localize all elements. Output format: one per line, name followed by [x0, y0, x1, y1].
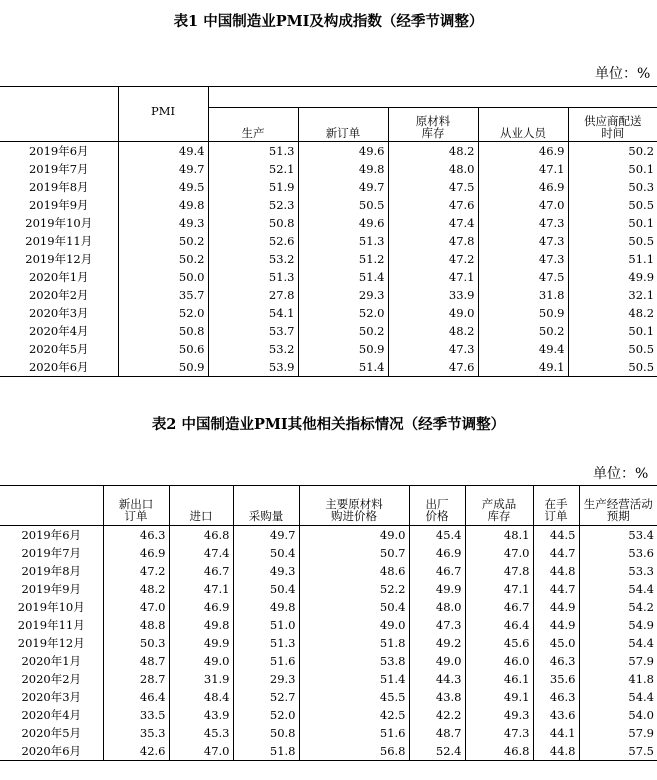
table-cell: 50.4 — [233, 544, 299, 562]
table-cell: 47.0 — [465, 544, 533, 562]
table-cell: 50.5 — [568, 358, 657, 377]
row-label: 2019年7月 — [28, 162, 89, 176]
table-cell: 47.8 — [465, 562, 533, 580]
table-cell: 51.3 — [208, 268, 298, 286]
table-cell: 46.0 — [465, 652, 533, 670]
table-cell: 48.0 — [409, 598, 465, 616]
table-row — [0, 724, 657, 742]
table-cell: 50.5 — [568, 196, 657, 214]
row-label: 2020年1月 — [28, 270, 89, 284]
table-cell: 54.9 — [579, 616, 657, 634]
table-cell: 46.9 — [409, 544, 465, 562]
table-cell: 50.2 — [568, 142, 657, 161]
table-cell: 47.3 — [478, 214, 568, 232]
table-cell: 50.2 — [118, 232, 208, 250]
table1 — [0, 86, 657, 377]
table2-header-4: 出厂 价格 — [409, 486, 465, 526]
table2-header-3: 主要原材料 购进价格 — [299, 486, 409, 526]
table-cell: 44.9 — [533, 616, 579, 634]
table-cell: 47.1 — [465, 580, 533, 598]
table-cell: 35.6 — [533, 670, 579, 688]
table-row — [0, 688, 657, 706]
table-cell: 51.4 — [298, 268, 388, 286]
table-cell: 47.5 — [478, 268, 568, 286]
table-cell: 54.1 — [208, 304, 298, 322]
table-cell: 49.1 — [478, 358, 568, 377]
table-cell: 45.5 — [299, 688, 409, 706]
table-cell: 35.7 — [118, 286, 208, 304]
table-cell: 46.3 — [533, 652, 579, 670]
table-cell: 47.5 — [388, 178, 478, 196]
table-row — [0, 742, 657, 761]
table1-corner — [0, 87, 118, 142]
table-row — [0, 358, 657, 377]
table-cell: 54.4 — [579, 688, 657, 706]
table-cell: 49.7 — [233, 526, 299, 545]
table-cell: 53.3 — [579, 562, 657, 580]
row-label: 2019年6月 — [28, 144, 89, 158]
table-cell: 49.8 — [118, 196, 208, 214]
row-label: 2020年3月 — [21, 690, 82, 704]
row-label: 2020年5月 — [28, 342, 89, 356]
table-cell: 51.2 — [298, 250, 388, 268]
table-cell: 35.3 — [103, 724, 169, 742]
table-cell: 48.7 — [103, 652, 169, 670]
row-label: 2019年8月 — [28, 180, 89, 194]
table-cell: 50.3 — [568, 178, 657, 196]
table-cell: 53.6 — [579, 544, 657, 562]
table-cell: 46.8 — [465, 742, 533, 761]
table2-body — [0, 526, 657, 761]
table-cell: 54.0 — [579, 706, 657, 724]
table-cell: 53.2 — [208, 250, 298, 268]
table-cell: 46.9 — [103, 544, 169, 562]
table-cell: 49.4 — [118, 142, 208, 161]
table-cell: 57.9 — [579, 724, 657, 742]
table-cell: 43.8 — [409, 688, 465, 706]
table-cell: 42.5 — [299, 706, 409, 724]
table-cell: 47.1 — [478, 160, 568, 178]
table1-header-pmi: PMI — [118, 87, 208, 142]
table-cell: 46.4 — [103, 688, 169, 706]
table-row — [0, 562, 657, 580]
table-cell: 44.7 — [533, 544, 579, 562]
table-cell: 50.2 — [118, 250, 208, 268]
table-row — [0, 232, 657, 250]
row-label: 2019年12月 — [25, 252, 93, 266]
table-cell: 50.4 — [233, 580, 299, 598]
table-cell: 41.8 — [579, 670, 657, 688]
table-cell: 49.8 — [169, 616, 233, 634]
row-label: 2020年4月 — [28, 324, 89, 338]
table-cell: 49.9 — [409, 580, 465, 598]
table-cell: 45.0 — [533, 634, 579, 652]
table-cell: 50.9 — [298, 340, 388, 358]
table-cell: 49.2 — [409, 634, 465, 652]
table-cell: 47.6 — [388, 358, 478, 377]
table-cell: 52.0 — [118, 304, 208, 322]
table2-corner — [0, 486, 103, 526]
table1-header-new-orders: 新订单 — [298, 108, 388, 142]
table-cell: 50.1 — [568, 214, 657, 232]
table2-header-6: 在手 订单 — [533, 486, 579, 526]
table-cell: 50.5 — [568, 340, 657, 358]
table-cell: 49.3 — [118, 214, 208, 232]
table-row — [0, 598, 657, 616]
table-cell: 48.8 — [103, 616, 169, 634]
table-cell: 57.9 — [579, 652, 657, 670]
row-label: 2019年11月 — [17, 618, 85, 632]
row-label: 2020年6月 — [21, 744, 82, 758]
table-cell: 51.9 — [208, 178, 298, 196]
table-row — [0, 178, 657, 196]
table-cell: 33.5 — [103, 706, 169, 724]
row-label: 2020年5月 — [21, 726, 82, 740]
table-row — [0, 652, 657, 670]
table-cell: 53.7 — [208, 322, 298, 340]
table2-header-0: 新出口 订单 — [103, 486, 169, 526]
table-cell: 47.4 — [169, 544, 233, 562]
table-row — [0, 580, 657, 598]
table-cell: 29.3 — [298, 286, 388, 304]
table-cell: 50.7 — [299, 544, 409, 562]
row-label: 2020年2月 — [28, 288, 89, 302]
table-cell: 49.7 — [118, 160, 208, 178]
table1-header-raw-material-inventory: 原材料 库存 — [388, 108, 478, 142]
row-label: 2019年10月 — [25, 216, 93, 230]
table-cell: 45.3 — [169, 724, 233, 742]
row-label: 2019年11月 — [25, 234, 93, 248]
table2-header-7: 生产经营活动 预期 — [579, 486, 657, 526]
table-cell: 43.6 — [533, 706, 579, 724]
table-cell: 50.5 — [568, 232, 657, 250]
table-cell: 48.0 — [388, 160, 478, 178]
table-cell: 56.8 — [299, 742, 409, 761]
table-cell: 50.1 — [568, 160, 657, 178]
table-cell: 51.4 — [298, 358, 388, 377]
table-cell: 47.0 — [103, 598, 169, 616]
table-cell: 49.4 — [478, 340, 568, 358]
table-cell: 28.7 — [103, 670, 169, 688]
table-cell: 47.3 — [409, 616, 465, 634]
table1-unit: 单位：% — [595, 66, 651, 82]
table1-title: 表1 中国制造业PMI及构成指数（经季节调整） — [173, 13, 484, 30]
table-cell: 46.7 — [409, 562, 465, 580]
table-cell: 50.2 — [298, 322, 388, 340]
table-cell: 47.0 — [478, 196, 568, 214]
table-cell: 46.3 — [103, 526, 169, 545]
table2 — [0, 485, 657, 761]
table-cell: 49.5 — [118, 178, 208, 196]
table-row — [0, 706, 657, 724]
table-cell: 50.4 — [299, 598, 409, 616]
table-cell: 51.6 — [299, 724, 409, 742]
table-cell: 52.0 — [298, 304, 388, 322]
table-cell: 32.1 — [568, 286, 657, 304]
table-cell: 57.5 — [579, 742, 657, 761]
table-row — [0, 526, 657, 545]
table-cell: 49.0 — [299, 616, 409, 634]
table-row — [0, 214, 657, 232]
table-cell: 51.3 — [208, 142, 298, 161]
table-cell: 47.4 — [388, 214, 478, 232]
table-row — [0, 670, 657, 688]
table-cell: 48.2 — [388, 142, 478, 161]
table2-unit: 单位：% — [593, 466, 649, 482]
table-cell: 50.8 — [118, 322, 208, 340]
table-cell: 46.9 — [478, 142, 568, 161]
row-label: 2019年8月 — [21, 564, 82, 578]
table-cell: 50.0 — [118, 268, 208, 286]
table-cell: 54.2 — [579, 598, 657, 616]
table-cell: 54.4 — [579, 634, 657, 652]
table-cell: 31.9 — [169, 670, 233, 688]
table-cell: 44.5 — [533, 526, 579, 545]
table-cell: 49.0 — [299, 526, 409, 545]
table-cell: 50.1 — [568, 322, 657, 340]
table-row — [0, 634, 657, 652]
table-cell: 51.3 — [298, 232, 388, 250]
row-label: 2019年9月 — [21, 582, 82, 596]
table-cell: 51.8 — [299, 634, 409, 652]
row-label: 2020年1月 — [21, 654, 82, 668]
table-cell: 51.3 — [233, 634, 299, 652]
table-cell: 48.2 — [568, 304, 657, 322]
table-cell: 50.8 — [233, 724, 299, 742]
row-label: 2019年10月 — [17, 600, 85, 614]
table1-header-production: 生产 — [208, 108, 298, 142]
table-cell: 47.6 — [388, 196, 478, 214]
table-cell: 52.7 — [233, 688, 299, 706]
table-cell: 42.2 — [409, 706, 465, 724]
table-cell: 50.2 — [478, 322, 568, 340]
table-row — [0, 340, 657, 358]
table-cell: 46.3 — [533, 688, 579, 706]
table-cell: 49.1 — [465, 688, 533, 706]
table-row — [0, 268, 657, 286]
table-cell: 54.4 — [579, 580, 657, 598]
table-cell: 53.2 — [208, 340, 298, 358]
table-cell: 49.6 — [298, 214, 388, 232]
table-cell: 50.3 — [103, 634, 169, 652]
table-cell: 42.6 — [103, 742, 169, 761]
table1-header-employment: 从业人员 — [478, 108, 568, 142]
table-cell: 51.6 — [233, 652, 299, 670]
table-row — [0, 196, 657, 214]
table-cell: 51.8 — [233, 742, 299, 761]
table-cell: 47.8 — [388, 232, 478, 250]
table-cell: 33.9 — [388, 286, 478, 304]
table-cell: 49.0 — [388, 304, 478, 322]
table2-header-2: 采购量 — [233, 486, 299, 526]
table-cell: 51.1 — [568, 250, 657, 268]
table-cell: 46.8 — [169, 526, 233, 545]
table-cell: 47.3 — [388, 340, 478, 358]
table-cell: 49.0 — [169, 652, 233, 670]
table-cell: 49.6 — [298, 142, 388, 161]
table-cell: 49.8 — [233, 598, 299, 616]
table-cell: 48.2 — [103, 580, 169, 598]
table-cell: 47.1 — [388, 268, 478, 286]
table-row — [0, 304, 657, 322]
table-cell: 47.2 — [103, 562, 169, 580]
table-row — [0, 160, 657, 178]
row-label: 2019年12月 — [17, 636, 85, 650]
table1-header-supplier-delivery: 供应商配送 时间 — [568, 108, 657, 142]
table-cell: 50.9 — [478, 304, 568, 322]
table-cell: 50.9 — [118, 358, 208, 377]
table-row — [0, 322, 657, 340]
table-cell: 52.0 — [233, 706, 299, 724]
table2-header-1: 进口 — [169, 486, 233, 526]
table-cell: 45.4 — [409, 526, 465, 545]
table-row — [0, 142, 657, 161]
table-cell: 49.9 — [169, 634, 233, 652]
table-cell: 46.4 — [465, 616, 533, 634]
row-label: 2020年6月 — [28, 360, 89, 374]
table-cell: 44.8 — [533, 562, 579, 580]
table-cell: 47.0 — [169, 742, 233, 761]
table-cell: 27.8 — [208, 286, 298, 304]
table-cell: 51.0 — [233, 616, 299, 634]
table-row — [0, 250, 657, 268]
table-cell: 44.7 — [533, 580, 579, 598]
table-cell: 49.8 — [298, 160, 388, 178]
table-cell: 50.6 — [118, 340, 208, 358]
table-row — [0, 616, 657, 634]
table-cell: 46.1 — [465, 670, 533, 688]
table-cell: 51.4 — [299, 670, 409, 688]
table-row — [0, 544, 657, 562]
table-cell: 52.2 — [299, 580, 409, 598]
table-cell: 45.6 — [465, 634, 533, 652]
row-label: 2020年4月 — [21, 708, 82, 722]
table-cell: 50.5 — [298, 196, 388, 214]
row-label: 2019年9月 — [28, 198, 89, 212]
table-cell: 49.7 — [298, 178, 388, 196]
table-cell: 52.4 — [409, 742, 465, 761]
table2-title: 表2 中国制造业PMI其他相关指标情况（经季节调整） — [151, 416, 506, 433]
table-cell: 47.1 — [169, 580, 233, 598]
table-cell: 48.7 — [409, 724, 465, 742]
table-cell: 44.1 — [533, 724, 579, 742]
table-cell: 47.3 — [465, 724, 533, 742]
table2-header-5: 产成品 库存 — [465, 486, 533, 526]
table-cell: 48.1 — [465, 526, 533, 545]
table-cell: 46.7 — [169, 562, 233, 580]
row-label: 2019年6月 — [21, 528, 82, 542]
table-cell: 50.8 — [208, 214, 298, 232]
table-cell: 47.2 — [388, 250, 478, 268]
table-cell: 48.2 — [388, 322, 478, 340]
table1-body — [0, 142, 657, 377]
table-cell: 44.9 — [533, 598, 579, 616]
row-label: 2020年2月 — [21, 672, 82, 686]
table-row — [0, 286, 657, 304]
row-label: 2020年3月 — [28, 306, 89, 320]
table-cell: 46.9 — [169, 598, 233, 616]
table-cell: 53.8 — [299, 652, 409, 670]
table-cell: 49.3 — [233, 562, 299, 580]
table-cell: 44.8 — [533, 742, 579, 761]
table-cell: 47.3 — [478, 232, 568, 250]
table-cell: 52.1 — [208, 160, 298, 178]
table-cell: 52.3 — [208, 196, 298, 214]
table-cell: 46.7 — [465, 598, 533, 616]
row-label: 2019年7月 — [21, 546, 82, 560]
table1-header-group — [208, 87, 657, 108]
table-cell: 31.8 — [478, 286, 568, 304]
table-cell: 48.6 — [299, 562, 409, 580]
table-cell: 43.9 — [169, 706, 233, 724]
table-cell: 53.9 — [208, 358, 298, 377]
table-cell: 49.0 — [409, 652, 465, 670]
table-cell: 48.4 — [169, 688, 233, 706]
table-cell: 29.3 — [233, 670, 299, 688]
table-cell: 44.3 — [409, 670, 465, 688]
table-cell: 52.6 — [208, 232, 298, 250]
table-cell: 47.3 — [478, 250, 568, 268]
table-cell: 46.9 — [478, 178, 568, 196]
table-cell: 49.3 — [465, 706, 533, 724]
table-cell: 53.4 — [579, 526, 657, 545]
table-cell: 49.9 — [568, 268, 657, 286]
